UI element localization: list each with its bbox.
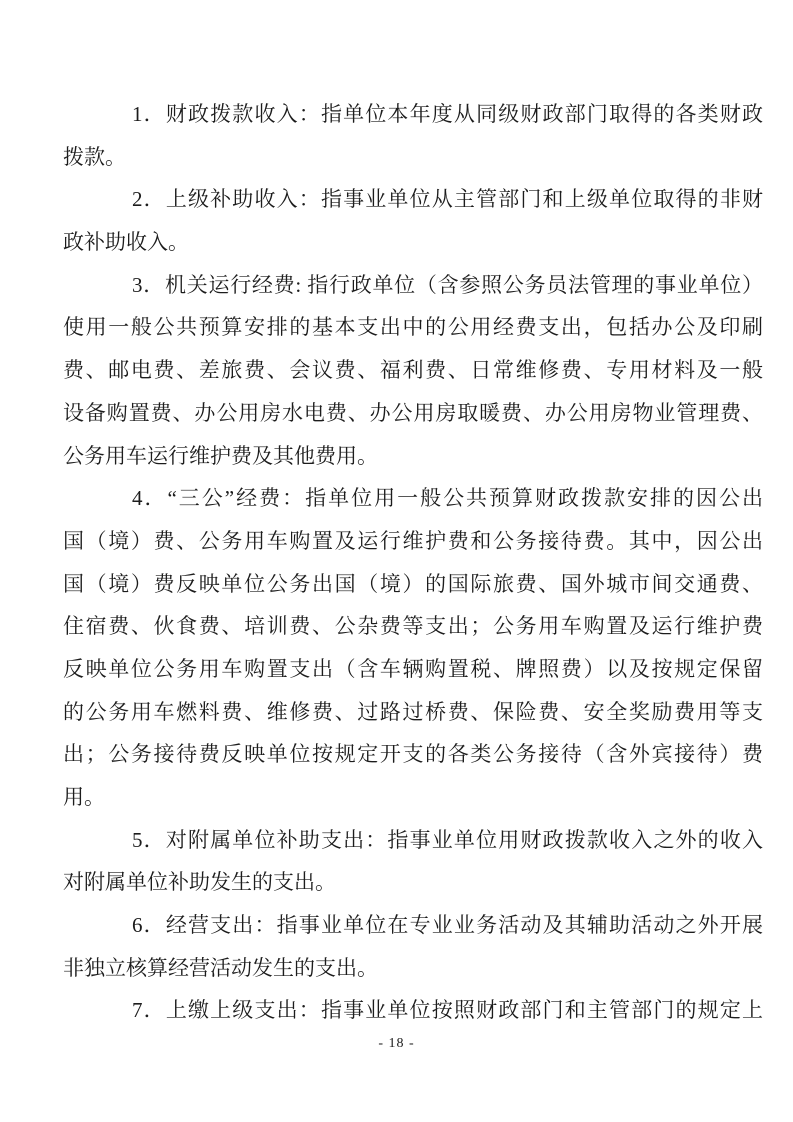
text-line: 1．财政拨款收入：指单位本年度从同级财政部门取得的各类财政 [132, 102, 763, 126]
text-line: 国（境）费、公务用车购置及运行维护费和公务接待费。其中，因公出 [63, 528, 763, 553]
paragraph [63, 904, 763, 989]
document-content [63, 93, 763, 1032]
text-line: 设备购置费、办公用房水电费、办公用房取暖费、办公用房物业管理费、 [63, 400, 763, 425]
paragraph [63, 477, 763, 819]
text-line: 反映单位公务用车购置支出（含车辆购置税、牌照费）以及按规定保留 [63, 656, 763, 681]
text-line: 3．机关运行经费: 指行政单位（含参照公务员法管理的事业单位） [132, 272, 763, 297]
text-line: 6．经营支出：指事业单位在专业业务活动及其辅助活动之外开展 [132, 913, 763, 938]
paragraph [63, 989, 763, 1032]
text-line: 费、邮电费、差旅费、会议费、福利费、日常维修费、专用材料及一般 [63, 358, 763, 383]
text-line: 7．上缴上级支出：指事业单位按照财政部门和主管部门的规定上 [132, 998, 763, 1023]
paragraph [63, 819, 763, 904]
text-line: 国（境）费反映单位公务出国（境）的国际旅费、国外城市间交通费、 [63, 571, 763, 596]
text-line: 公务用车运行维护费及其他费用。 [63, 443, 378, 468]
text-line: 住宿费、伙食费、培训费、公杂费等支出；公务用车购置及运行维护费 [63, 614, 763, 639]
text-line: 使用一般公共预算安排的基本支出中的公用经费支出，包括办公及印刷 [63, 315, 763, 340]
text-line: 对附属单位补助发生的支出。 [63, 870, 336, 895]
paragraph [63, 93, 763, 178]
text-line: 4．“三公”经费：指单位用一般公共预算财政拨款安排的因公出 [132, 486, 763, 511]
paragraph [63, 264, 763, 477]
text-line: 5．对附属单位补助支出：指事业单位用财政拨款收入之外的收入 [132, 827, 763, 852]
paragraph [63, 178, 763, 263]
text-line: 非独立核算经营活动发生的支出。 [63, 955, 378, 980]
text-line: 出；公务接待费反映单位按规定开支的各类公务接待（含外宾接待）费 [63, 742, 763, 767]
text-line: 的公务用车燃料费、维修费、过路过桥费、保险费、安全奖励费用等支 [63, 699, 763, 724]
text-line: 2．上级补助收入：指事业单位从主管部门和上级单位取得的非财 [132, 187, 763, 212]
page-number: - 18 - [378, 1036, 415, 1051]
text-line: 政补助收入。 [63, 230, 189, 255]
text-line: 用。 [63, 785, 105, 809]
text-line: 拨款。 [63, 144, 126, 169]
